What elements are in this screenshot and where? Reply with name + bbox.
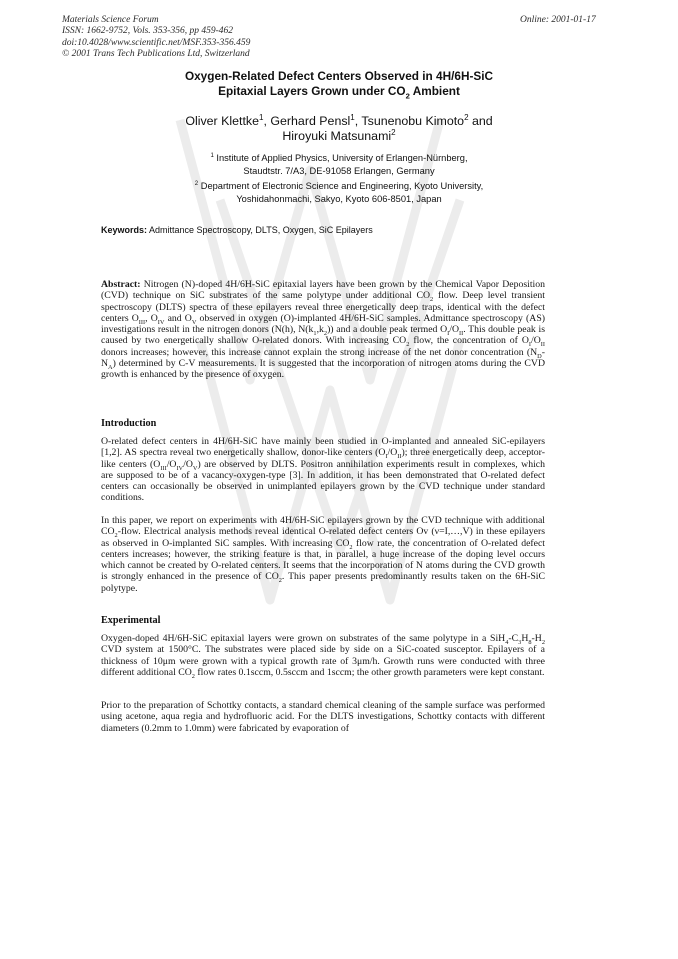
experimental-paragraph-1: Oxygen-doped 4H/6H-SiC epitaxial layers were grown on substrates of the same polytype in a $SiH_4-C_3H_8-H_2$ CVD system at 1500°C. The substrates were placed side by side on a SiC-coated susceptor. Epilayers of a thickness of 10μm were grown with a typical growth rate of 3μm/h. Growth runs were conducted with three different additional $CO_2$ flow rates 0.1sccm, 0.5sccm and 1sccm; the other growth parameters were kept constant. <box>101 633 545 680</box>
introduction-paragraph-2: In this paper, we report on experiments with 4H/6H-SiC epilayers grown by the CVD technique with additional $CO_2$-flow. Electrical analysis methods reveal identical O-related defect centers Ov (ν=I,…,V) in these epilayers as observed in O-implanted SiC samples. With increasing $CO_2$ flow rate, the concentration of O-related defect centers increases; however, the striking feature is that, in parallel, a huge increase of the doping level occurs which cannot be created by O-related centers. It seems that the incorporation of N atoms during the CVD growth is strongly enhanced in the presence of $CO_2$. This paper presents predominantly results taken on the 6H-SiC polytype. <box>101 515 546 594</box>
journal-name: Materials Science Forum <box>62 15 159 25</box>
author-pensl: , Gerhard Pensl <box>263 114 351 128</box>
doi-line[interactable]: doi:10.4028/www.scientific.net/MSF.353-356.459 <box>62 37 251 48</box>
keywords <box>101 225 581 235</box>
title-line-1: Oxygen-Related Defect Centers Observed in 4H/6H-SiC <box>184 69 494 83</box>
abstract-paragraph: Abstract: Nitrogen (N)-doped 4H/6H-SiC epitaxial layers have been grown by the Chemical Vapor Deposition (CVD) technique on SiC substrates of the same polytype under additional $CO_2$ flow. Deep level transient spectroscopy (DLTS) spectra of these epilayers reveal three energetically deep traps, identical with the defect centers $O_{III}$, $O_{IV}$ and $O_V$ observed in oxygen (O)-implanted 4H/6H-SiC samples. Admittance spectroscopy (AS) investigations result in the nitrogen donors (N(h), $N(k_1,k_2)$) and a double peak termed $O_I/O_{II}$. This double peak is caused by two energetically shallow O-related donors. With increasing $CO_2$ flow, the concentration of $O_I/O_{II}$ donors increases; however, this increase cannot explain the strong increase of the net donor concentration $(N_D-N_A)$ determined by C-V measurements. It is suggested that the incorporation of nitrogen atoms during the CVD growth is enhanced by the presence of oxygen. <box>101 279 545 381</box>
introduction-paragraph-1: O-related defect centers in 4H/6H-SiC have mainly been studied in O-implanted and annealed SiC-epilayers [1,2]. AS spectra reveal two energetically shallow, donor-like centers $(O_I/O_{II})$; three energetically deep, acceptor-like centers $(O_{III}/O_{IV}/O_V)$ are observed by DLTS. Positron annihilation experiments result in complexes, which are supposed to be of a vacancy-oxygen-type [3]. In addition, it has been demonstrated that O-related defect centers can occasionally be observed in unimplanted epilayers grown by the CVD technique under standard conditions. <box>101 436 545 504</box>
abstract-label: Abstract: <box>101 279 141 290</box>
author-list: Oliver Klettke$^1$, Gerhard Pensl$^1$, Tsunenobu Kimoto$^2$ and Hiroyuki Matsunami$^2$ <box>185 112 493 143</box>
experimental-heading: Experimental <box>101 615 161 626</box>
affiliation-1: $^1$ Institute of Applied Physics, University of Erlangen-Nürnberg, Staudtstr. 7/A3, DE-91058 Erlangen, Germany <box>210 152 468 176</box>
online-date: Online: 2001-01-17 <box>520 15 596 25</box>
introduction-heading: Introduction <box>101 418 157 429</box>
paper-title <box>62 69 616 98</box>
keywords-text: Admittance Spectroscopy, DLTS, Oxygen, SiC Epilayers <box>147 225 373 235</box>
journal-info <box>62 15 250 60</box>
author-klettke: Oliver Klettke <box>185 114 260 128</box>
affiliation-2: $^2$ Department of Electronic Science and Engineering, Kyoto University, Yoshidahonmachi, Sakyo, Kyoto 606-8501, Japan <box>194 180 484 204</box>
author-kimoto: , Tsunenobu Kimoto <box>354 114 465 128</box>
copyright-line: © 2001 Trans Tech Publications Ltd, Switzerland <box>62 48 250 59</box>
author-matsunami: Hiroyuki Matsunami <box>282 129 392 143</box>
keywords-label: Keywords: <box>101 225 148 235</box>
issn-line: ISSN: 1662-9752, Vols. 353-356, pp 459-462 <box>62 26 233 37</box>
experimental-paragraph-2: Prior to the preparation of Schottky contacts, a standard chemical cleaning of the sample surface was performed using acetone, aqua regia and hydrofluoric acid. For the DLTS investigations, Schottky contacts with different diameters (0.2mm to 1.0mm) were fabricated by evaporation of <box>101 700 545 734</box>
title-line-2: Epitaxial Layers Grown under $CO_2$ Ambient <box>218 83 460 100</box>
